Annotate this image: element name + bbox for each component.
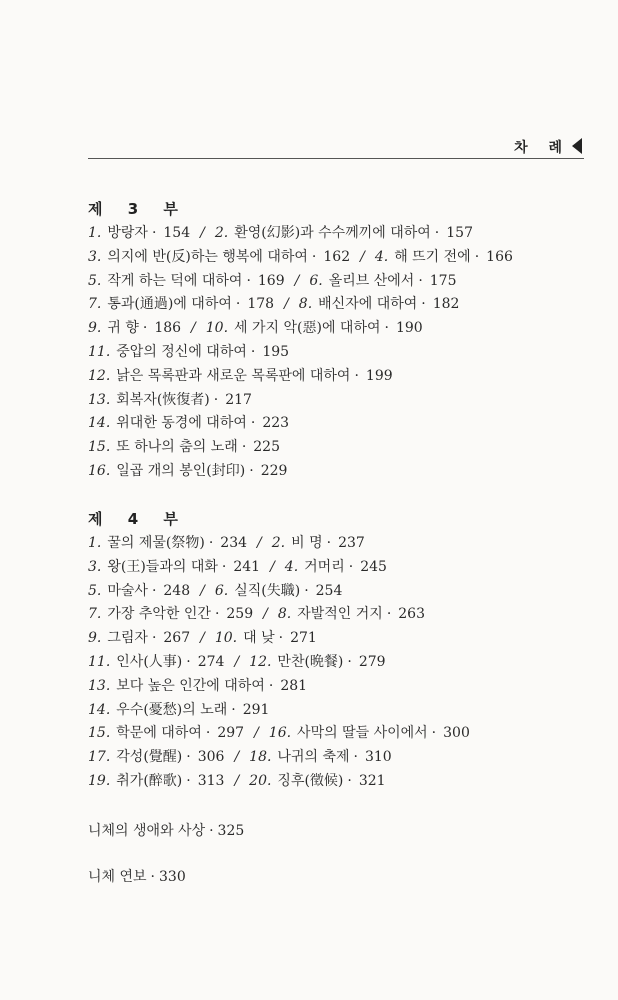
- entry-title: 회복자(恢復者): [116, 391, 210, 408]
- entry-title: 가장 추악한 인간: [107, 606, 211, 623]
- entry-number: 18.: [249, 749, 272, 766]
- entry-dot: ·: [250, 415, 256, 432]
- entry-title: 해 뜨기 전에: [394, 248, 471, 265]
- entry-page: 154: [163, 225, 191, 241]
- toc-line: [88, 293, 584, 317]
- toc-line: [88, 580, 584, 604]
- entry-number: 12.: [249, 653, 272, 670]
- entry-dot: ·: [326, 535, 332, 551]
- part4-section: [88, 508, 584, 794]
- toc-line: [88, 746, 584, 770]
- part3-section: [88, 198, 584, 484]
- entry-separator: /: [284, 296, 289, 313]
- entry-page: 279: [358, 653, 386, 670]
- entry-title: 마술사: [107, 582, 148, 599]
- entry-dot: ·: [151, 582, 157, 599]
- entry-page: 245: [360, 558, 387, 575]
- entry-number: 15.: [88, 439, 111, 456]
- entry-number: 9.: [88, 630, 102, 647]
- entry-dot: ·: [235, 296, 241, 313]
- entry-page: 162: [323, 248, 351, 265]
- entry-page: 217: [225, 391, 252, 408]
- toc-line: [88, 556, 584, 580]
- entry-dot: ·: [431, 725, 437, 742]
- toc-line: [88, 317, 584, 341]
- entry-number: 6.: [214, 582, 229, 599]
- entry-dot: ·: [278, 630, 284, 647]
- entry-dot: ·: [354, 367, 359, 384]
- toc-line: [88, 651, 584, 675]
- entry-page: 310: [364, 749, 392, 766]
- entry-page: 281: [280, 677, 308, 694]
- entry-number: 8.: [277, 606, 292, 623]
- entry-dot: ·: [384, 320, 389, 337]
- appendix-entry: [88, 866, 186, 886]
- entry-page: 241: [233, 558, 261, 575]
- entry-page: 271: [290, 630, 317, 647]
- entry-dot: ·: [348, 558, 354, 575]
- entry-dot: ·: [186, 772, 191, 789]
- entry-title: 꿀의 제물(祭物): [107, 535, 205, 551]
- entry-title: 작게 하는 덕에 대하여: [107, 272, 243, 289]
- entry-title: 만찬(晩餐): [277, 653, 344, 670]
- entry-page: 175: [429, 272, 457, 289]
- entry-title: 의지에 반(反)하는 행복에 대하여: [107, 248, 308, 265]
- page-header: [0, 135, 618, 159]
- toc-line: [88, 222, 584, 246]
- entry-dot: ·: [304, 582, 309, 599]
- entry-page: 166: [486, 248, 513, 265]
- toc-line: [88, 389, 584, 413]
- entry-page: 234: [220, 535, 248, 551]
- entry-page: 321: [358, 772, 386, 789]
- entry-dot: ·: [186, 749, 191, 766]
- header-rule: [88, 158, 584, 159]
- entry-dot: ·: [347, 653, 352, 670]
- entry-page: 291: [242, 701, 270, 718]
- entry-separator: /: [360, 248, 365, 265]
- toc-line: [88, 246, 584, 270]
- entry-title: 나귀의 축제: [277, 749, 350, 766]
- entry-title: 학문에 대하여: [116, 725, 202, 742]
- entry-dot: ·: [353, 749, 358, 766]
- entry-title: 사막의 딸들 사이에서: [297, 725, 428, 742]
- entry-separator: /: [257, 535, 262, 551]
- toc-line: [88, 699, 584, 723]
- entry-title: 징후(徵候): [277, 772, 344, 789]
- toc-line: [88, 412, 584, 436]
- entry-dot: ·: [208, 535, 214, 551]
- entry-dot: ·: [311, 248, 317, 265]
- entry-page: 259: [226, 606, 254, 623]
- entry-page: 199: [365, 367, 393, 384]
- entry-title: 자발적인 거지: [297, 606, 383, 623]
- part3-lines: [88, 222, 584, 484]
- part4-heading: 제 4 부: [88, 510, 188, 528]
- entry-separator: /: [200, 630, 205, 647]
- entry-dot: ·: [246, 272, 251, 289]
- entry-number: 10.: [214, 630, 238, 647]
- entry-dot: ·: [434, 225, 440, 241]
- entry-separator: /: [270, 558, 275, 575]
- entry-separator: /: [234, 772, 240, 789]
- entry-number: 11.: [88, 653, 111, 670]
- entry-dot: ·: [386, 606, 392, 623]
- header-title: 차 례: [514, 140, 570, 156]
- entry-page: 182: [432, 296, 460, 313]
- entry-dot: ·: [142, 320, 148, 337]
- entry-number: 13.: [88, 677, 111, 694]
- entry-dot: ·: [150, 869, 155, 885]
- entry-number: 7.: [88, 606, 102, 623]
- entry-number: 1.: [88, 535, 102, 551]
- toc-line: [88, 627, 584, 651]
- entry-title: 보다 높은 인간에 대하여: [116, 677, 265, 694]
- entry-page: 157: [446, 225, 473, 241]
- entry-number: 14.: [88, 415, 111, 432]
- entry-number: 16.: [88, 462, 111, 479]
- entry-number: 3.: [88, 558, 102, 575]
- entry-title: 환영(幻影)과 수수께끼에 대하여: [234, 225, 431, 241]
- entry-number: 5.: [88, 582, 102, 599]
- entry-page: 229: [260, 462, 288, 479]
- entry-title: 대 낮: [243, 630, 275, 647]
- entry-title: 통과(通過)에 대하여: [107, 296, 232, 313]
- entry-title: 니체의 생애와 사상: [88, 823, 206, 839]
- entry-dot: ·: [205, 725, 211, 742]
- entry-page: 297: [217, 725, 245, 742]
- toc-line: [88, 770, 584, 794]
- entry-page: 223: [262, 415, 290, 432]
- entry-page: 300: [443, 725, 470, 742]
- entry-title: 낡은 목록판과 새로운 목록판에 대하여: [116, 367, 351, 384]
- entry-number: 19.: [88, 772, 111, 789]
- entry-page: 225: [253, 439, 280, 456]
- entry-dot: ·: [418, 272, 423, 289]
- entry-title: 중압의 정신에 대하여: [116, 343, 247, 360]
- entry-dot: ·: [268, 677, 274, 694]
- header-marker-icon: [572, 138, 582, 154]
- appendix-entry: [88, 820, 244, 840]
- entry-dot: ·: [214, 606, 220, 623]
- entry-dot: ·: [474, 248, 480, 265]
- entry-number: 8.: [298, 296, 313, 313]
- entry-dot: ·: [151, 630, 157, 647]
- entry-number: 15.: [88, 725, 111, 742]
- entry-number: 17.: [88, 749, 111, 766]
- entry-number: 11.: [88, 343, 111, 360]
- entry-number: 10.: [205, 320, 229, 337]
- entry-title: 각성(覺醒): [116, 749, 183, 766]
- entry-page: 325: [217, 823, 245, 839]
- entry-page: 190: [395, 320, 423, 337]
- entry-dot: ·: [213, 391, 219, 408]
- entry-number: 16.: [268, 725, 292, 742]
- entry-title: 비 명: [291, 535, 323, 551]
- entry-page: 313: [197, 772, 225, 789]
- entry-number: 2.: [214, 225, 229, 241]
- entry-separator: /: [191, 320, 196, 337]
- entry-title: 올리브 산에서: [328, 272, 415, 289]
- entry-page: 178: [247, 296, 275, 313]
- entry-dot: ·: [209, 823, 214, 839]
- entry-page: 274: [197, 653, 225, 670]
- entry-dot: ·: [347, 772, 352, 789]
- toc-line: [88, 270, 584, 294]
- entry-dot: ·: [231, 701, 236, 718]
- part3-heading: 제 3 부: [88, 200, 188, 218]
- entry-separator: /: [234, 653, 240, 670]
- entry-page: 254: [315, 582, 343, 599]
- entry-number: 7.: [88, 296, 102, 313]
- entry-number: 6.: [309, 272, 323, 289]
- toc-line: [88, 436, 584, 460]
- entry-dot: ·: [241, 439, 247, 456]
- entry-title: 배신자에 대하여: [318, 296, 418, 313]
- entry-page: 267: [163, 630, 191, 647]
- toc-line: [88, 365, 584, 389]
- entry-title: 취가(醉歌): [116, 772, 183, 789]
- entry-dot: ·: [186, 653, 191, 670]
- entry-separator: /: [254, 725, 259, 742]
- entry-dot: ·: [250, 343, 256, 360]
- part4-lines: [88, 532, 584, 794]
- entry-title: 일곱 개의 봉인(封印): [116, 462, 246, 479]
- entry-page: 195: [262, 343, 290, 360]
- entry-page: 186: [154, 320, 182, 337]
- toc-line: [88, 341, 584, 365]
- entry-title: 우수(憂愁)의 노래: [116, 701, 228, 718]
- entry-page: 248: [163, 582, 191, 599]
- entry-page: 169: [257, 272, 285, 289]
- entry-title: 실직(失職): [234, 582, 301, 599]
- toc-line: [88, 532, 584, 556]
- toc-line: [88, 722, 584, 746]
- entry-title: 니체 연보: [88, 869, 147, 885]
- entry-title: 세 가지 악(惡)에 대하여: [234, 320, 381, 337]
- entry-title: 인사(人事): [116, 653, 183, 670]
- entry-page: 237: [338, 535, 365, 551]
- entry-number: 20.: [249, 772, 272, 789]
- entry-separator: /: [200, 582, 205, 599]
- entry-title: 왕(王)들과의 대화: [107, 558, 218, 575]
- entry-number: 5.: [88, 272, 102, 289]
- entry-number: 13.: [88, 391, 111, 408]
- entry-title: 또 하나의 춤의 노래: [116, 439, 238, 456]
- entry-dot: ·: [421, 296, 426, 313]
- entry-number: 3.: [88, 248, 102, 265]
- entry-title: 방랑자: [107, 225, 148, 241]
- entry-number: 4.: [284, 558, 299, 575]
- entry-page: 263: [398, 606, 425, 623]
- entry-separator: /: [263, 606, 268, 623]
- entry-dot: ·: [221, 558, 227, 575]
- entry-number: 4.: [374, 248, 389, 265]
- entry-separator: /: [200, 225, 205, 241]
- entry-separator: /: [294, 272, 300, 289]
- entry-number: 1.: [88, 225, 102, 241]
- entry-page: 306: [197, 749, 225, 766]
- entry-number: 12.: [88, 367, 111, 384]
- entry-title: 위대한 동경에 대하여: [116, 415, 247, 432]
- entry-page: 330: [159, 869, 186, 885]
- entry-dot: ·: [151, 225, 157, 241]
- entry-separator: /: [234, 749, 240, 766]
- toc-line: [88, 460, 584, 484]
- entry-title: 귀 향: [107, 320, 139, 337]
- entry-number: 9.: [88, 320, 102, 337]
- entry-number: 2.: [271, 535, 286, 551]
- toc-line: [88, 675, 584, 699]
- entry-dot: ·: [249, 462, 254, 479]
- entry-number: 14.: [88, 701, 111, 718]
- entry-title: 거머리: [304, 558, 345, 575]
- toc-line: [88, 603, 584, 627]
- entry-title: 그림자: [107, 630, 148, 647]
